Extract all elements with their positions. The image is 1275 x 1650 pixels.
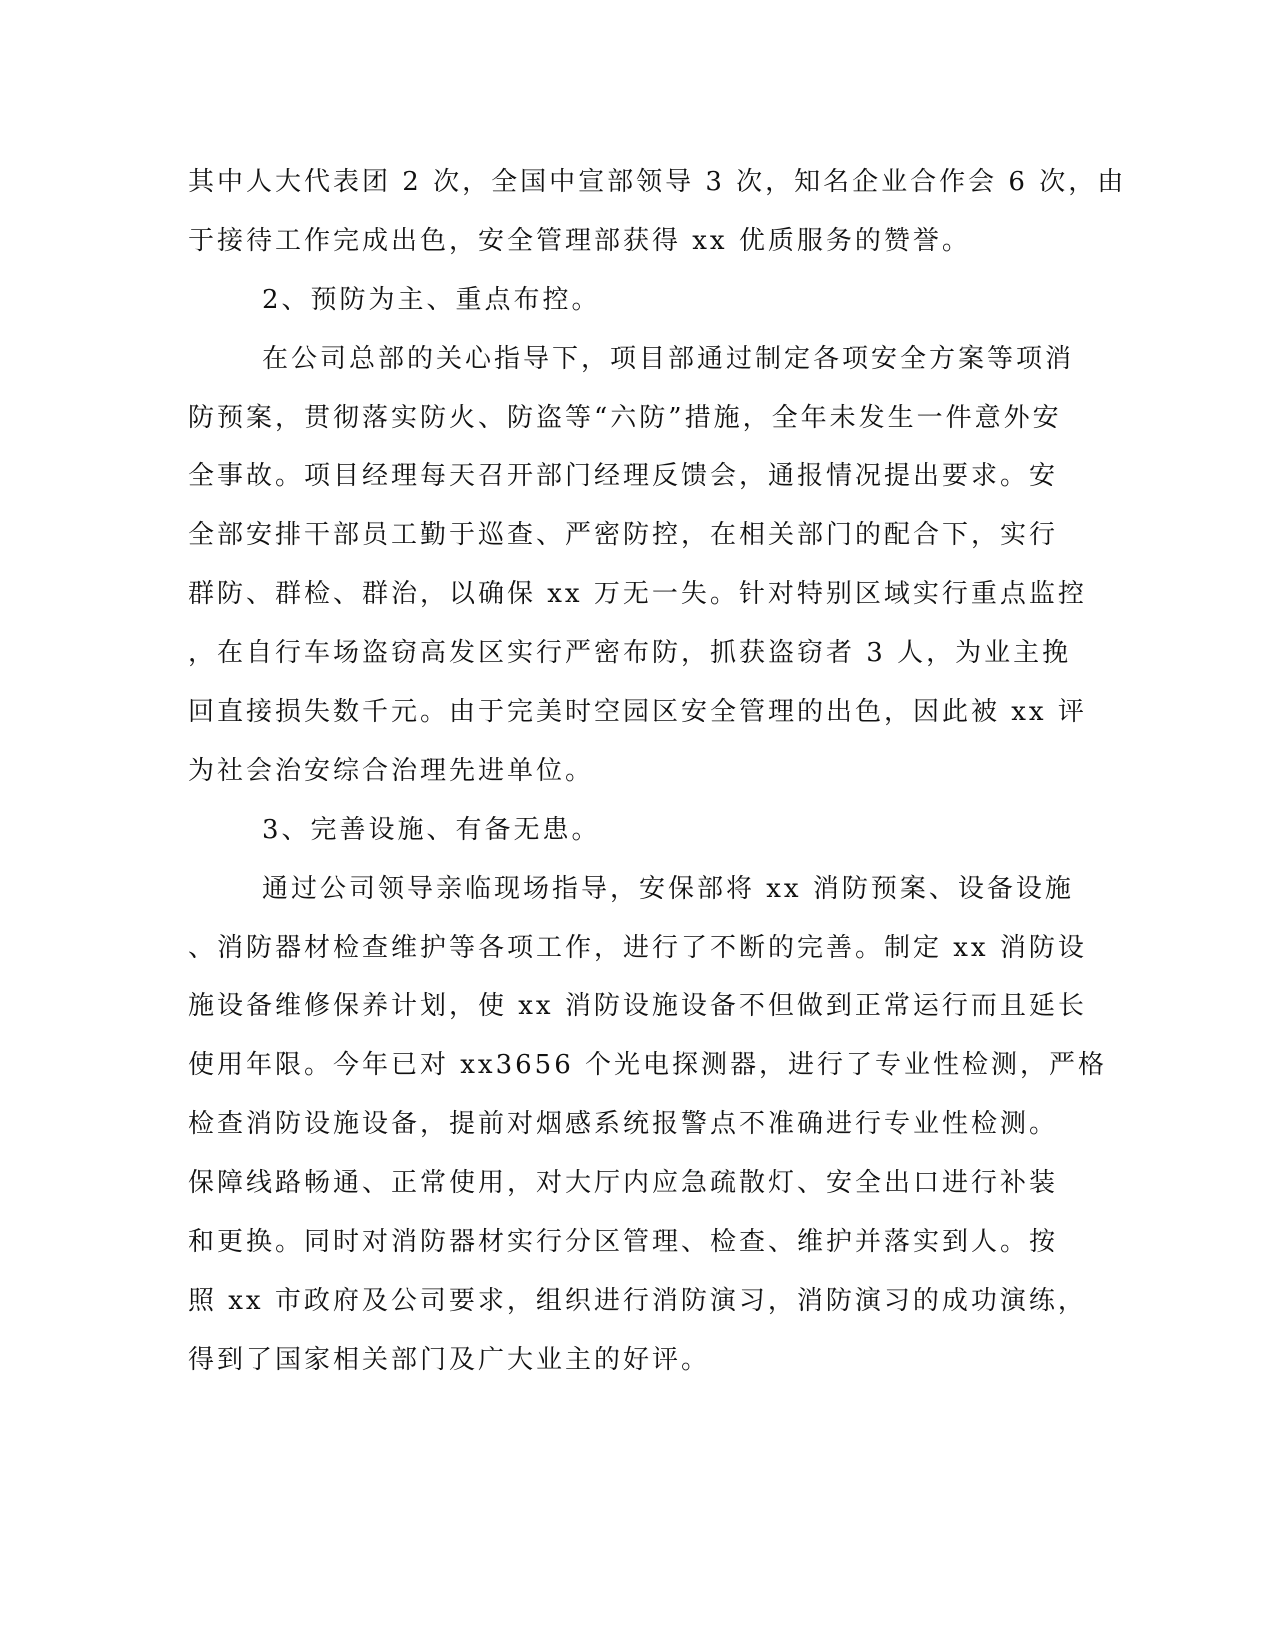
text-line-4: 在公司总部的关心指导下，项目部通过制定各项安全方案等项消: [262, 344, 1075, 374]
section-heading-3: 3、完善设施、有备无患。: [262, 815, 601, 845]
text-line-19: 和更换。同时对消防器材实行分区管理、检查、维护并落实到人。按: [188, 1227, 1059, 1257]
text-line-7: 全部安排干部员工勤于巡查、严密防控，在相关部门的配合下，实行: [188, 520, 1059, 550]
text-line-10: 回直接损失数千元。由于完美时空园区安全管理的出色，因此被 xx 评: [188, 697, 1087, 727]
section-heading-2: 2、预防为主、重点布控。: [262, 285, 601, 315]
text-line-18: 保障线路畅通、正常使用，对大厅内应急疏散灯、安全出口进行补装: [188, 1168, 1059, 1198]
text-line-8: 群防、群检、群治，以确保 xx 万无一失。针对特别区域实行重点监控: [188, 579, 1087, 609]
text-line-11: 为社会治安综合治理先进单位。: [188, 756, 595, 786]
text-line-20: 照 xx 市政府及公司要求，组织进行消防演习，消防演习的成功演练，: [188, 1286, 1087, 1316]
text-line-15: 施设备维修保养计划，使 xx 消防设施设备不但做到正常运行而且延长: [188, 991, 1087, 1021]
text-line-9: ，在自行车场盗窃高发区实行严密布防，抓获盗窃者 3 人，为业主挽: [188, 638, 1072, 668]
text-line-17: 检查消防设施设备，提前对烟感系统报警点不准确进行专业性检测。: [188, 1109, 1059, 1139]
text-line-6: 全事故。项目经理每天召开部门经理反馈会，通报情况提出要求。安: [188, 461, 1059, 491]
text-line-13: 通过公司领导亲临现场指导，安保部将 xx 消防预案、设备设施: [262, 874, 1074, 904]
text-line-2: 于接待工作完成出色，安全管理部获得 xx 优质服务的赞誉。: [188, 226, 971, 256]
text-line-1: 其中人大代表团 2 次，全国中宣部领导 3 次，知名企业合作会 6 次，由: [188, 167, 1127, 197]
text-line-5: 防预案，贯彻落实防火、防盗等“六防”措施，全年未发生一件意外安: [188, 403, 1062, 433]
text-line-14: 、消防器材检查维护等各项工作，进行了不断的完善。制定 xx 消防设: [188, 933, 1087, 963]
text-line-16: 使用年限。今年已对 xx3656 个光电探测器，进行了专业性检测，严格: [188, 1050, 1108, 1080]
text-line-21: 得到了国家相关部门及广大业主的好评。: [188, 1345, 711, 1375]
